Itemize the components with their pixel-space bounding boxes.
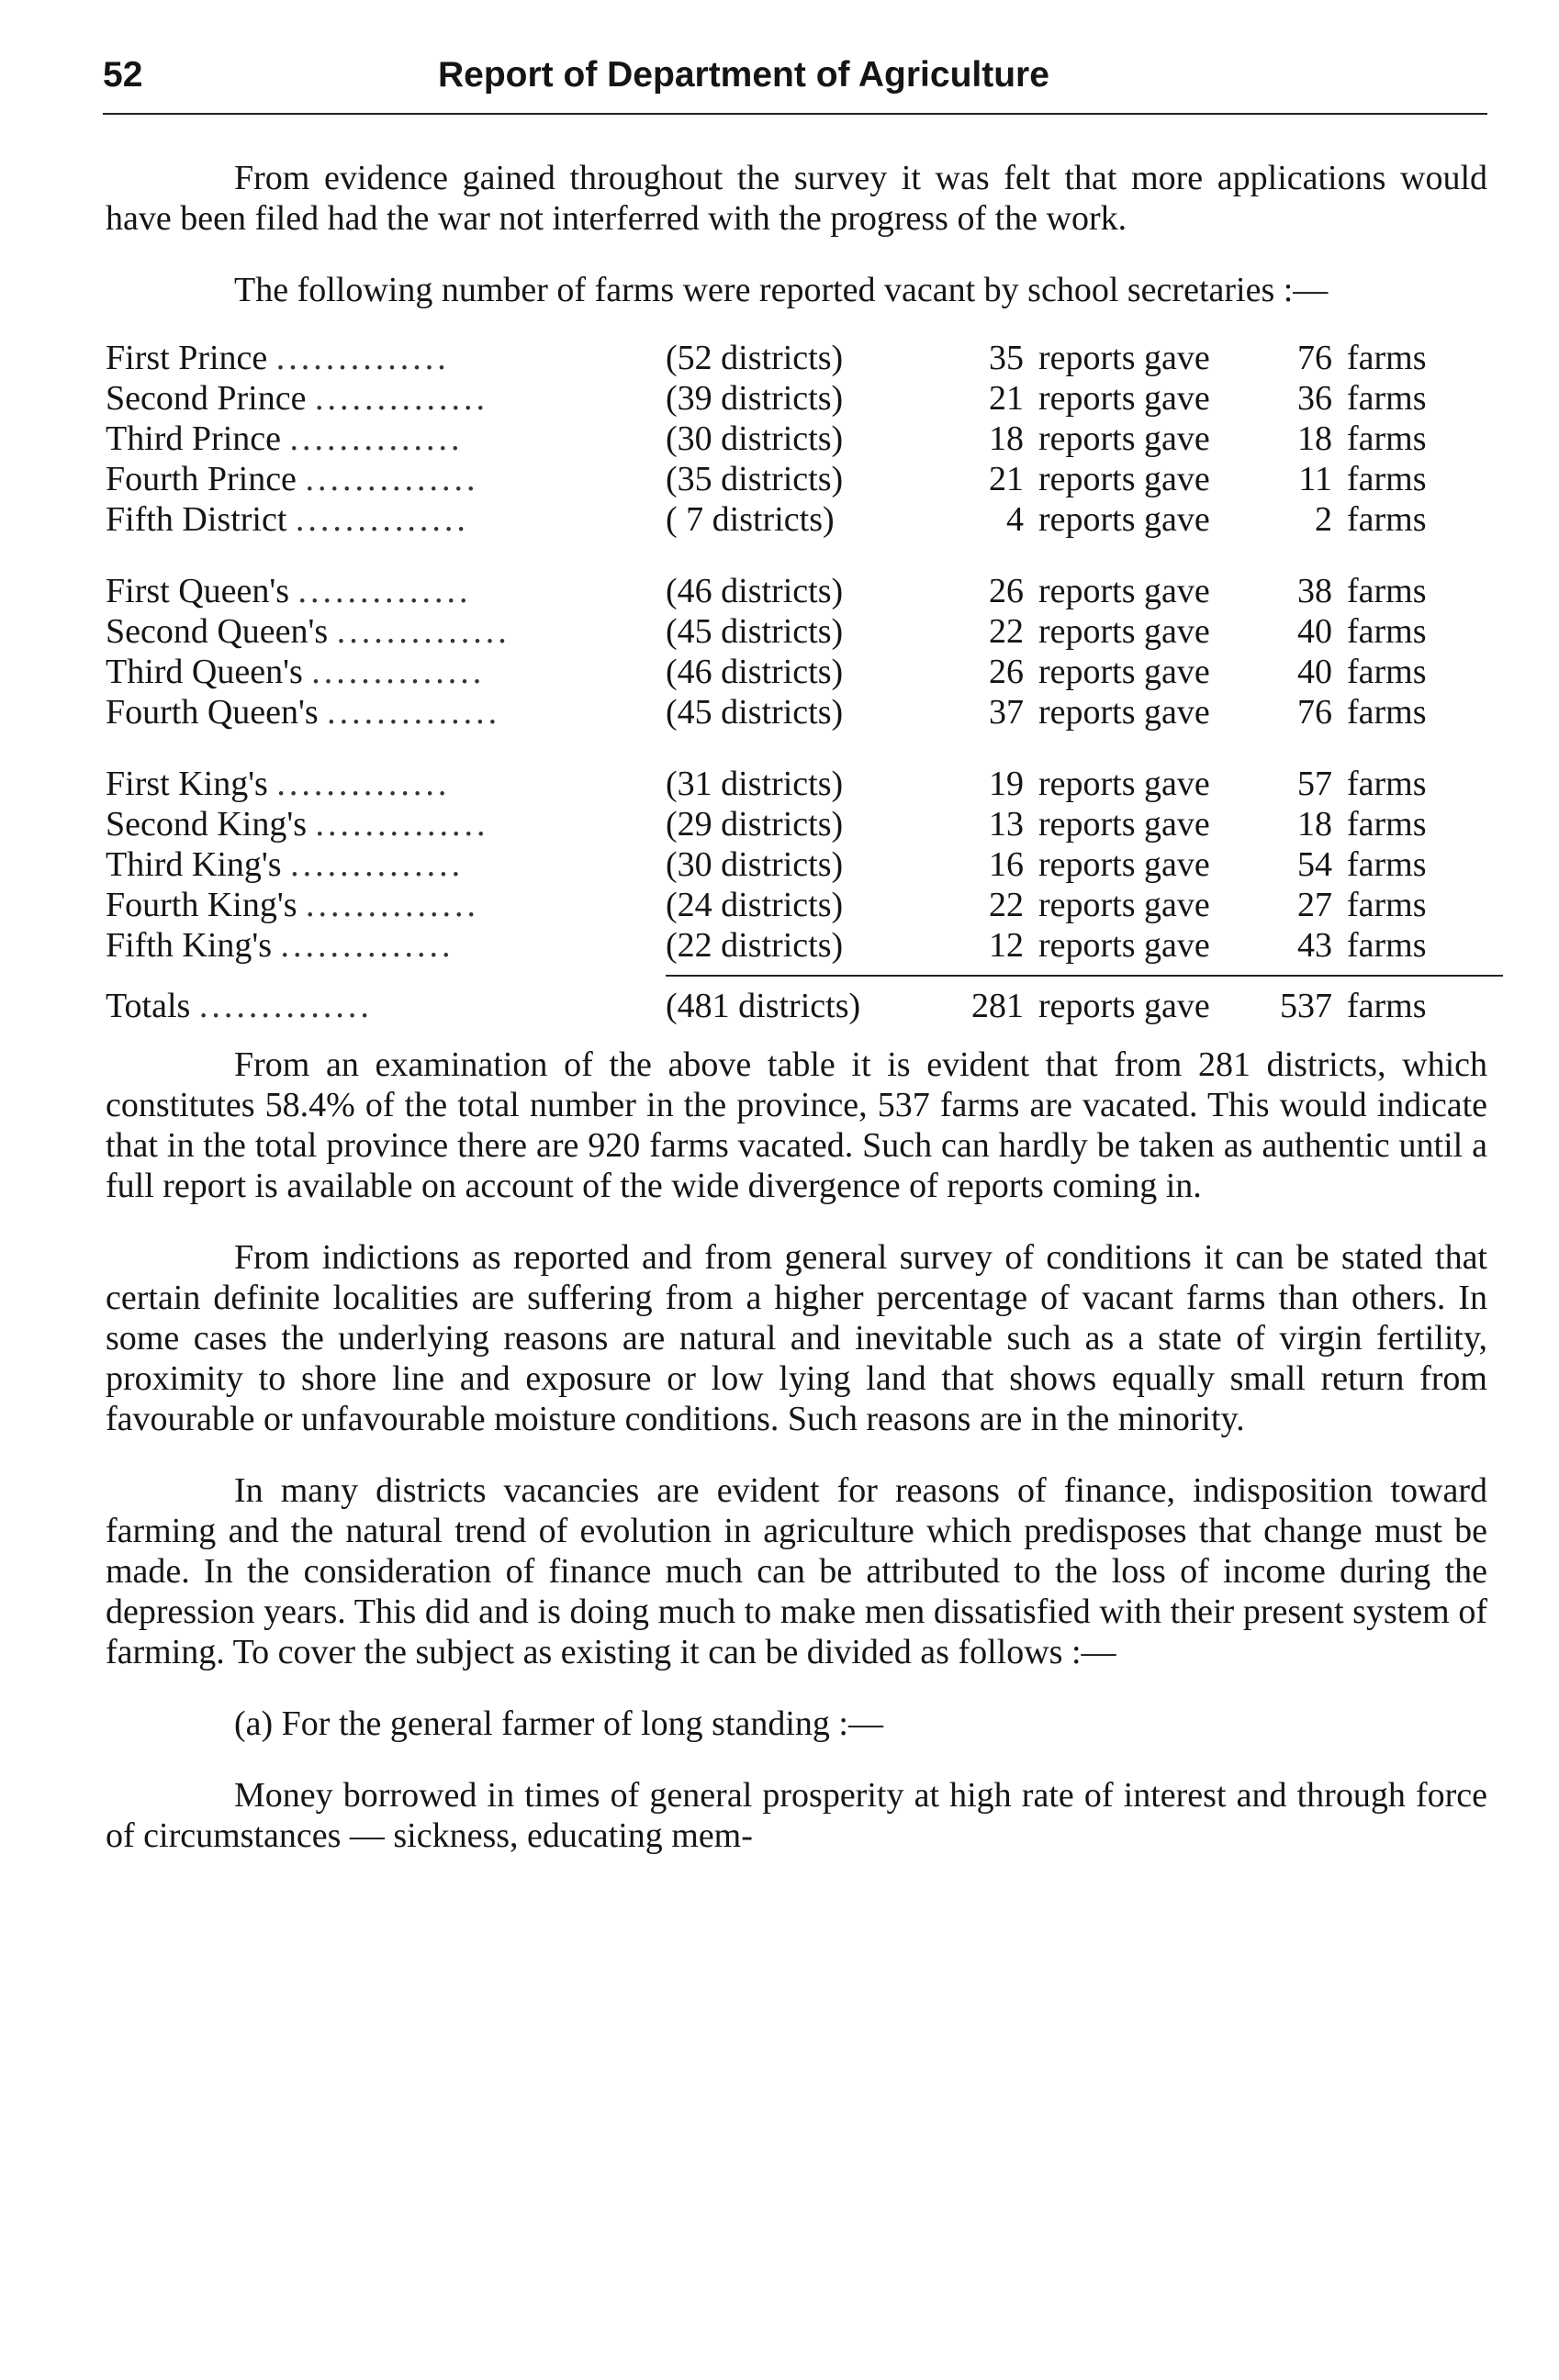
dot-leader: ..............	[305, 460, 479, 498]
farms-label: farms	[1347, 765, 1427, 803]
district-name	[106, 844, 666, 885]
report-count: 22	[989, 886, 1024, 924]
farm-count: 2	[1315, 500, 1332, 539]
reports-gave-label: reports gave	[1038, 765, 1210, 803]
paragraph-finance: In many districts vacancies are evident for reasons of finance, indisposition toward farming and the natural trend of evolution in agriculture which predisposes that change must be made. In the consideration of finance much can be attributed to the loss of income during the depression years. This did and is doing much to make men dissatisfied with their present system of farming. To cover the subject as existing it can be divided as follows :—	[106, 1471, 1487, 1671]
totals-rule	[666, 975, 1503, 977]
dot-leader: ..............	[314, 379, 488, 418]
paragraph-table-intro: The following number of farms were reported vacant by school secretaries :—	[234, 271, 1329, 309]
district-name-text: Second Prince	[106, 379, 307, 418]
paragraph-subheading-a: (a) For the general farmer of long standing :—	[234, 1704, 883, 1743]
district-name-text: Third Queen's	[106, 653, 303, 691]
table-row	[106, 499, 1503, 540]
table-row	[106, 611, 1503, 652]
dot-leader: ..............	[305, 886, 479, 924]
farm-count: 57	[1297, 765, 1332, 803]
reports-gave-label: reports gave	[1038, 339, 1210, 377]
reports-gave-label: reports gave	[1038, 572, 1210, 610]
district-name-text: Fourth Queen's	[106, 693, 319, 732]
reports-gave-label: reports gave	[1038, 845, 1210, 884]
district-name-text: Third Prince	[106, 419, 282, 458]
farms-label: farms	[1347, 612, 1427, 651]
district-name	[106, 419, 666, 459]
farms-label: farms	[1347, 926, 1427, 965]
report-count: 37	[989, 693, 1024, 732]
district-name	[106, 378, 666, 419]
reports-gave-label: reports gave	[1038, 886, 1210, 924]
district-count: (52 districts)	[666, 339, 844, 377]
report-count: 21	[989, 460, 1024, 498]
district-name-text: First Prince	[106, 339, 268, 377]
dot-leader: ..............	[280, 926, 454, 965]
district-count: (46 districts)	[666, 572, 844, 610]
reports-gave-label: reports gave	[1038, 926, 1210, 965]
vacant-farms-table	[106, 338, 1503, 1026]
dot-leader: ..............	[198, 987, 373, 1025]
farm-count: 76	[1297, 339, 1332, 377]
report-count: 12	[989, 926, 1024, 965]
table-row	[106, 844, 1503, 885]
table-row	[106, 571, 1503, 611]
district-name	[106, 692, 666, 732]
report-count: 26	[989, 653, 1024, 691]
reports-gave-label: reports gave	[1038, 987, 1210, 1025]
district-name	[106, 459, 666, 499]
district-name	[106, 925, 666, 966]
farm-count: 537	[1280, 987, 1332, 1025]
farm-count: 27	[1297, 886, 1332, 924]
district-name-text: Second King's	[106, 805, 308, 844]
page-body	[106, 158, 1487, 1856]
report-count: 16	[989, 845, 1024, 884]
farms-label: farms	[1347, 805, 1427, 844]
district-name	[106, 764, 666, 804]
farm-count: 36	[1297, 379, 1332, 418]
farm-count: 43	[1297, 926, 1332, 965]
farm-count: 38	[1297, 572, 1332, 610]
page-number: 52	[103, 55, 143, 95]
district-count: (35 districts)	[666, 460, 844, 498]
report-count: 26	[989, 572, 1024, 610]
dot-leader: ..............	[289, 419, 464, 458]
report-count: 35	[989, 339, 1024, 377]
farm-count: 18	[1297, 805, 1332, 844]
dot-leader: ..............	[327, 693, 501, 732]
farm-count: 54	[1297, 845, 1332, 884]
farms-label: farms	[1347, 572, 1427, 610]
farm-count: 11	[1298, 460, 1332, 498]
totals-row	[106, 986, 1503, 1026]
district-name-text: Fourth King's	[106, 886, 297, 924]
district-count: (45 districts)	[666, 612, 844, 651]
dot-leader: ..............	[275, 339, 450, 377]
district-name	[106, 986, 666, 1026]
reports-gave-label: reports gave	[1038, 379, 1210, 418]
table-row	[106, 764, 1503, 804]
farms-label: farms	[1347, 500, 1427, 539]
district-count: (29 districts)	[666, 805, 844, 844]
district-name	[106, 571, 666, 611]
farms-label: farms	[1347, 693, 1427, 732]
dot-leader: ..............	[295, 500, 469, 539]
district-name-text: Second Queen's	[106, 612, 329, 651]
reports-gave-label: reports gave	[1038, 460, 1210, 498]
farms-label: farms	[1347, 419, 1427, 458]
table-row	[106, 804, 1503, 844]
farms-label: farms	[1347, 339, 1427, 377]
dot-leader: ..............	[311, 653, 486, 691]
reports-gave-label: reports gave	[1038, 805, 1210, 844]
district-count: ( 7 districts)	[666, 500, 835, 539]
district-count: (24 districts)	[666, 886, 844, 924]
reports-gave-label: reports gave	[1038, 500, 1210, 539]
district-name-text: Fifth District	[106, 500, 287, 539]
table-row	[106, 925, 1503, 966]
reports-gave-label: reports gave	[1038, 653, 1210, 691]
paragraph-money-borrowed: Money borrowed in times of general prosperity at high rate of interest and through force of circumstances — sickness, educating mem-	[106, 1776, 1487, 1855]
paragraph-survey-evidence: From evidence gained throughout the survey it was felt that more applications would have been filed had the war not interferred with the progress of the work.	[106, 159, 1487, 238]
district-name-text: Third King's	[106, 845, 282, 884]
district-name-text: Totals	[106, 987, 191, 1025]
district-count: (31 districts)	[666, 765, 844, 803]
paragraph-indications: From indictions as reported and from general survey of conditions it can be stated that certain definite localities are suffering from a higher percentage of vacant farms than others. In some cases the underlying reasons are natural and inevitable such as a state of virgin fertility, proximity to shore line and exposure or low lying land that shows equally small return from favourable or unfavourable moisture conditions. Such reasons are in the minority.	[106, 1238, 1487, 1438]
running-title: Report of Department of Agriculture	[438, 55, 1049, 95]
farms-label: farms	[1347, 379, 1427, 418]
farm-count: 76	[1297, 693, 1332, 732]
farm-count: 40	[1297, 612, 1332, 651]
district-count: (39 districts)	[666, 379, 844, 418]
table-row	[106, 652, 1503, 692]
district-name	[106, 652, 666, 692]
district-name	[106, 885, 666, 925]
district-name	[106, 499, 666, 540]
report-count: 4	[1006, 500, 1024, 539]
report-count: 281	[971, 987, 1024, 1025]
district-count: (45 districts)	[666, 693, 844, 732]
report-count: 22	[989, 612, 1024, 651]
district-count: (30 districts)	[666, 419, 844, 458]
farms-label: farms	[1347, 987, 1427, 1025]
district-count: (30 districts)	[666, 845, 844, 884]
district-name-text: Fourth Prince	[106, 460, 297, 498]
report-count: 21	[989, 379, 1024, 418]
farms-label: farms	[1347, 460, 1427, 498]
dot-leader: ..............	[336, 612, 510, 651]
table-row	[106, 419, 1503, 459]
table-row	[106, 378, 1503, 419]
district-name	[106, 804, 666, 844]
dot-leader: ..............	[297, 572, 472, 610]
table-row	[106, 692, 1503, 732]
reports-gave-label: reports gave	[1038, 419, 1210, 458]
farm-count: 18	[1297, 419, 1332, 458]
district-count: (481 districts)	[666, 987, 861, 1025]
report-count: 13	[989, 805, 1024, 844]
farm-count: 40	[1297, 653, 1332, 691]
dot-leader: ..............	[290, 845, 465, 884]
report-count: 18	[989, 419, 1024, 458]
district-name-text: Fifth King's	[106, 926, 273, 965]
district-name	[106, 338, 666, 378]
dot-leader: ..............	[276, 765, 451, 803]
table-row	[106, 338, 1503, 378]
table-row	[106, 885, 1503, 925]
district-name-text: First Queen's	[106, 572, 290, 610]
reports-gave-label: reports gave	[1038, 612, 1210, 651]
reports-gave-label: reports gave	[1038, 693, 1210, 732]
totals-rule-row	[106, 966, 1503, 986]
header-rule	[103, 113, 1487, 115]
group-spacer	[106, 540, 1503, 571]
farms-label: farms	[1347, 845, 1427, 884]
farms-label: farms	[1347, 886, 1427, 924]
district-name-text: First King's	[106, 765, 268, 803]
dot-leader: ..............	[315, 805, 489, 844]
farms-label: farms	[1347, 653, 1427, 691]
group-spacer	[106, 732, 1503, 764]
page-header	[103, 55, 1480, 110]
report-count: 19	[989, 765, 1024, 803]
district-count: (22 districts)	[666, 926, 844, 965]
vacant-farms-table-body	[106, 338, 1503, 1026]
paragraph-examination: From an examination of the above table it is evident that from 281 districts, which constitutes 58.4% of the total number in the province, 537 farms are vacated. This would indicate that in the total province there are 920 farms vacated. Such can hardly be taken as authentic until a full report is available on account of the wide divergence of reports coming in.	[106, 1045, 1487, 1205]
district-count: (46 districts)	[666, 653, 844, 691]
district-name	[106, 611, 666, 652]
table-row	[106, 459, 1503, 499]
